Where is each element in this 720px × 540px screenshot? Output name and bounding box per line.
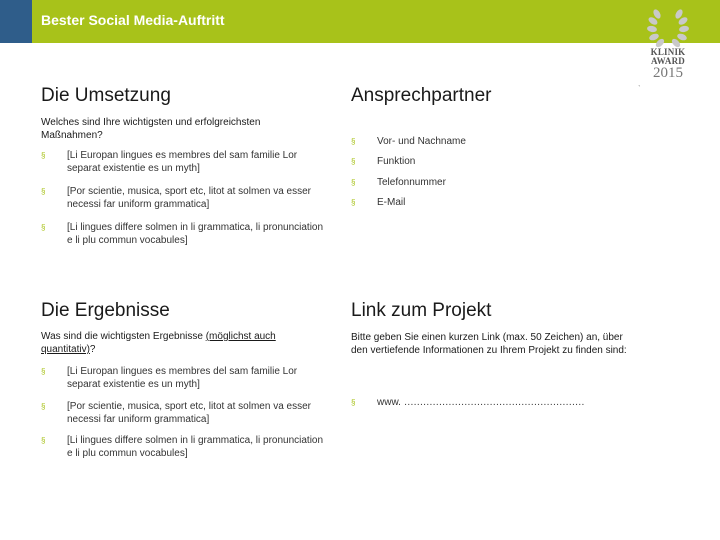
list-item bbox=[351, 155, 651, 176]
section-title-umsetzung: Die Umsetzung bbox=[41, 85, 171, 106]
list-item-text: E-Mail bbox=[377, 197, 406, 208]
list-item bbox=[41, 365, 331, 400]
header-accent bbox=[0, 0, 32, 43]
list-item-text: [Li Europan lingues es membres del sam familie Lor separat existentie es un myth] bbox=[67, 150, 298, 174]
bullet-icon: § bbox=[351, 157, 356, 166]
logo-text-klinik: KLINIK bbox=[650, 47, 686, 57]
laurel-wreath-icon bbox=[646, 8, 690, 48]
list-item bbox=[351, 135, 651, 155]
bullet-list-ansprechpartner bbox=[351, 135, 651, 216]
list-item bbox=[41, 400, 331, 434]
section-title-ergebnisse: Die Ergebnisse bbox=[41, 300, 170, 321]
list-item bbox=[41, 149, 331, 185]
bullet-icon: § bbox=[41, 367, 46, 376]
link-placeholder: ………………………………………………… bbox=[403, 397, 585, 408]
question-ergebnisse-underlined: (möglichst auch quantitativ) bbox=[41, 331, 276, 355]
bullet-list-ergebnisse bbox=[41, 365, 331, 464]
link-prefix: www. bbox=[377, 397, 401, 408]
question-ergebnisse bbox=[41, 330, 316, 356]
bullet-icon: § bbox=[351, 178, 356, 187]
list-item bbox=[351, 176, 651, 196]
klinik-award-logo bbox=[638, 8, 698, 93]
section-title-projekt: Link zum Projekt bbox=[351, 300, 492, 321]
logo-year: 2015 bbox=[653, 65, 683, 81]
list-item bbox=[41, 185, 331, 221]
list-item-text: [Li lingues differe solmen in li grammatica, li pronunciation e li plu commun vocabules] bbox=[67, 222, 324, 246]
bullet-icon: § bbox=[41, 151, 46, 160]
list-item-text: Telefonnummer bbox=[377, 177, 446, 188]
logo-text-award: AWARD bbox=[650, 56, 685, 66]
projekt-instruction: Bitte geben Sie einen kurzen Link (max. 50 Zeichen) an, über den vertiefende Informationen zu Ihrem Projekt zu finden sind: bbox=[351, 332, 627, 356]
bullet-icon: § bbox=[41, 402, 46, 411]
list-item bbox=[351, 396, 651, 412]
question-ergebnisse-pre: Was sind die wichtigsten Ergebnisse bbox=[41, 331, 206, 342]
bullet-list-umsetzung bbox=[41, 149, 331, 251]
page-title: Bester Social Media-Auftritt bbox=[41, 12, 225, 28]
section-title-ansprechpartner: Ansprechpartner bbox=[351, 85, 492, 106]
bullet-icon: § bbox=[41, 436, 46, 445]
question-ergebnisse-post: ? bbox=[89, 344, 96, 355]
bullet-icon: § bbox=[351, 398, 356, 407]
logo-tick: ` bbox=[638, 84, 641, 93]
question-umsetzung: Welches sind Ihre wichtigsten und erfolgreichsten Maßnahmen? bbox=[41, 117, 261, 141]
link-line bbox=[377, 396, 651, 409]
list-item-text: [Li lingues differe solmen in li grammatica, li pronunciation e li plu commun vocabules] bbox=[67, 435, 324, 459]
list-item bbox=[41, 434, 331, 464]
list-item bbox=[351, 196, 651, 216]
list-item-text: Funktion bbox=[377, 156, 416, 167]
list-item-text: Vor- und Nachname bbox=[377, 136, 466, 147]
bullet-icon: § bbox=[41, 187, 46, 196]
bullet-list-projekt bbox=[351, 396, 651, 412]
bullet-icon: § bbox=[351, 198, 356, 207]
list-item-text: [Por scientie, musica, sport etc, litot at solmen va esser necessi far uniform grammatica] bbox=[67, 401, 311, 425]
bullet-icon: § bbox=[351, 137, 356, 146]
list-item-text: [Li Europan lingues es membres del sam familie Lor separat existentie es un myth] bbox=[67, 366, 298, 390]
list-item-text: [Por scientie, musica, sport etc, litot at solmen va esser necessi far uniform grammatica] bbox=[67, 186, 311, 210]
list-item bbox=[41, 221, 331, 251]
bullet-icon: § bbox=[41, 223, 46, 232]
